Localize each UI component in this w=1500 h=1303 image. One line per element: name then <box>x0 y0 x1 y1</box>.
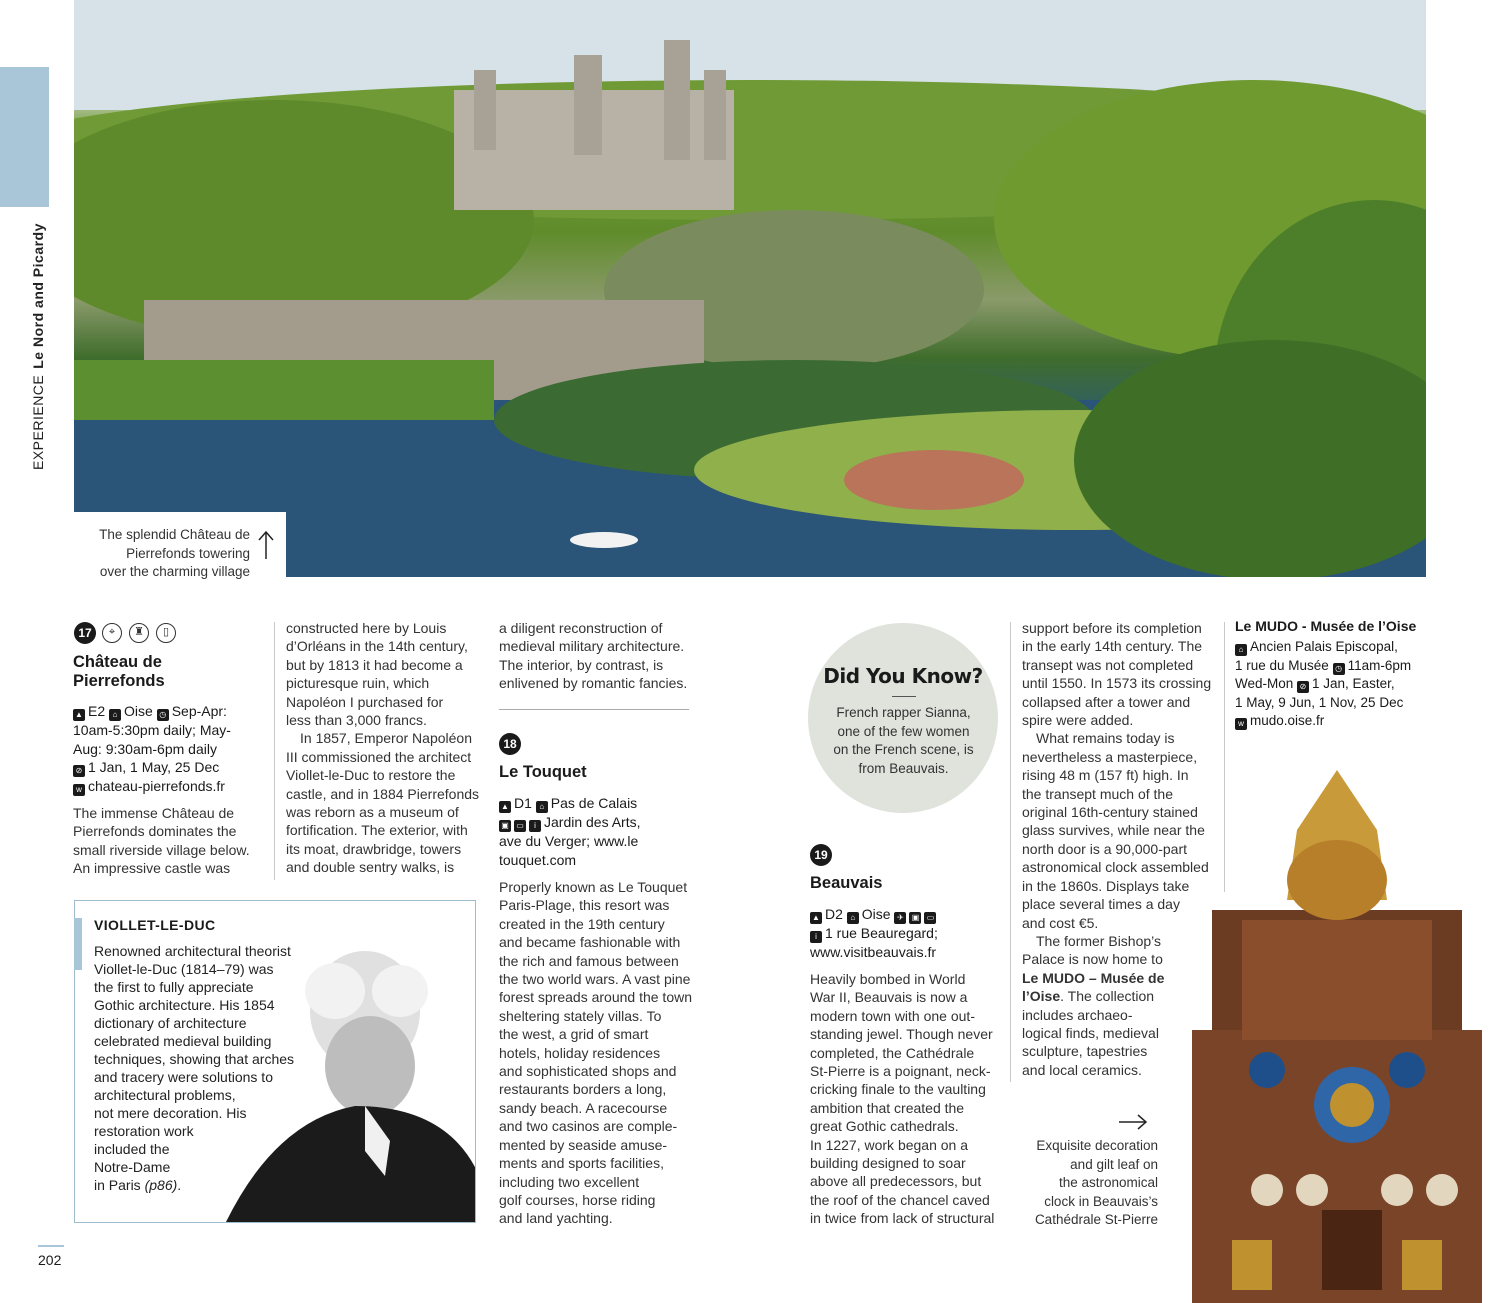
text-line: Renowned architectural theorist <box>94 943 291 959</box>
address-line: ave du Verger; www.le <box>499 833 639 849</box>
text-line: the first to fully appreciate <box>94 979 254 995</box>
caption-line: over the charming village <box>99 564 250 579</box>
text-line: sandy beach. A racecourse <box>499 1099 668 1116</box>
text-line: mented by seaside amuse- <box>499 1136 668 1153</box>
text-line: techniques, showing that arches <box>94 1051 295 1067</box>
website-link[interactable]: chateau-pierrefonds.fr <box>88 778 225 794</box>
text-line: not mere decoration. His <box>94 1105 247 1121</box>
text-fragment: . The collection <box>1060 988 1155 1005</box>
text-line: The interior, by contrast, is <box>499 656 664 673</box>
map-ref-icon: ▲ <box>810 912 822 924</box>
did-you-know-text <box>826 704 981 778</box>
info-icon: i <box>529 820 541 832</box>
text-line: standing jewel. Though never <box>810 1026 993 1043</box>
caption-line: Pierrefonds towering <box>126 545 250 561</box>
text-line: What remains today is <box>1036 730 1175 747</box>
text-line: and double sentry walks, is <box>286 859 455 876</box>
hours: Sep-Apr: <box>171 703 227 719</box>
text-line: celebrated medieval building <box>94 1033 272 1049</box>
text-line: Napoléon I purchased for <box>286 693 444 710</box>
column-divider <box>274 622 275 880</box>
tourist-office: Jardin des Arts, <box>544 814 641 830</box>
text-line: the two world wars. A vast pine <box>499 971 691 988</box>
address: Ancien Palais Episcopal, <box>1250 639 1398 654</box>
entry19-body-col4 <box>810 970 1010 1228</box>
text-line: its moat, drawbridge, towers <box>286 840 462 857</box>
text-line: collapsed after a tower and <box>1022 693 1191 710</box>
text-line: sheltering stately villas. To <box>499 1007 662 1024</box>
chateau-pierrefonds-photo <box>74 0 1426 577</box>
bus-icon: ▭ <box>924 912 936 924</box>
entry-number-badge: 17 <box>74 622 96 644</box>
text-line: restaurants borders a long, <box>499 1081 667 1098</box>
sidebar-title: VIOLLET-LE-DUC <box>94 917 216 933</box>
website-link[interactable]: www.visitbeauvais.fr <box>810 944 937 960</box>
text-line: cricking finale to the vaulting <box>810 1081 986 1098</box>
text-line <box>94 1176 309 1194</box>
photo-caption <box>80 526 250 582</box>
text-line: from Beauvais. <box>858 760 949 776</box>
entry-info <box>810 905 1005 962</box>
section-label <box>30 223 46 470</box>
text-line: in the early 14th century. The <box>1022 638 1203 655</box>
section-tab <box>0 67 49 207</box>
web-icon: w <box>1235 718 1247 730</box>
page-number: 202 <box>38 1252 62 1268</box>
text-fragment: in Paris <box>94 1177 145 1193</box>
did-you-know-rule <box>892 696 916 697</box>
text-line: logical finds, medieval <box>1022 1024 1159 1041</box>
arrow-up-icon <box>258 530 274 560</box>
text-line: including two excellent <box>499 1173 640 1190</box>
text-line: building designed to soar <box>810 1155 966 1172</box>
map-ref-icon: ▲ <box>73 709 85 721</box>
entry18-body <box>499 878 699 1228</box>
text-line: Notre-Dame <box>94 1159 171 1175</box>
text-line: French rapper Sianna, <box>836 705 971 720</box>
text-line: Viollet-le-Duc to restore the <box>286 767 456 784</box>
text-line: architectural problems, <box>94 1087 236 1103</box>
text-line: castle, and in 1884 Pierrefonds <box>286 785 480 802</box>
caption-line: and gilt leaf on <box>1070 1156 1158 1172</box>
arrow-right-icon <box>1118 1114 1148 1130</box>
location-icon: ⌂ <box>109 709 121 721</box>
sidebar-text <box>94 942 309 1194</box>
address: 1 rue du Musée <box>1235 657 1333 673</box>
clock-caption <box>1018 1137 1158 1230</box>
text-line: St-Pierre is a poignant, neck- <box>810 1063 991 1080</box>
page-reference[interactable]: (p86) <box>144 1177 178 1193</box>
text-line: the west, a grid of smart <box>499 1026 649 1043</box>
text-line: glass survives, while near the <box>1022 822 1205 839</box>
location: Oise <box>124 703 157 719</box>
text-line: constructed here by Louis <box>286 620 447 636</box>
text-line: was reborn as a museum of <box>286 804 459 821</box>
closed-icon: ⊘ <box>73 765 85 777</box>
text-line: The former Bishop’s <box>1036 932 1162 949</box>
museum-name: Le MUDO – Musée de <box>1022 969 1165 986</box>
caption-line: Cathédrale St-Pierre <box>1034 1212 1158 1227</box>
text-line: the roof of the chancel caved <box>810 1191 990 1208</box>
caption-line: The splendid Château de <box>99 527 250 542</box>
text-line: ambition that created the <box>810 1099 965 1116</box>
text-line: includes archaeo- <box>1022 1006 1133 1023</box>
title-line: Pierrefonds <box>73 672 165 690</box>
text-line: The immense Château de <box>73 805 235 821</box>
map-ref: E2 <box>88 703 110 719</box>
text-line: completed, the Cathédrale <box>810 1044 975 1061</box>
text-line: the rich and famous between <box>499 952 679 969</box>
text-line: restoration work <box>94 1123 194 1139</box>
text-line: and sophisticated shops and <box>499 1063 677 1080</box>
text-line: forest spreads around the town <box>499 989 693 1006</box>
info-icon: i <box>810 931 822 943</box>
caption-line: clock in Beauvais’s <box>1044 1193 1158 1209</box>
text-line: transept was not completed <box>1022 656 1194 673</box>
plane-icon: ✈ <box>894 912 906 924</box>
text-line: and two casinos are comple- <box>499 1118 678 1135</box>
entry17-body-col3 <box>499 619 699 693</box>
clock-icon: ◷ <box>1333 663 1345 675</box>
location-icon: ⌂ <box>847 912 859 924</box>
text-line: Viollet-le-Duc (1814–79) was <box>94 961 274 977</box>
closed-dates: 1 Jan, Easter, <box>1312 676 1395 691</box>
web-icon: w <box>73 784 85 796</box>
text-line: in twice from lack of structural <box>810 1210 995 1227</box>
text-line: less than 3,000 francs. <box>286 712 427 729</box>
entry-title: Beauvais <box>810 874 883 892</box>
text-line: and land yachting. <box>499 1210 613 1227</box>
hours: 11am-6pm <box>1347 657 1412 673</box>
guide-icon: ▯ <box>156 623 176 643</box>
map-ref: D2 <box>825 906 847 922</box>
text-line: original 16th-century stained <box>1022 804 1198 821</box>
text-line: An impressive castle was <box>73 860 231 877</box>
region-name: Le Nord and Picardy <box>30 223 46 369</box>
mudo-title: Le MUDO - Musée de l’Oise <box>1235 618 1417 634</box>
text-line: rising 48 m (157 ft) high. In <box>1022 767 1189 784</box>
text-line: Pierrefonds dominates the <box>73 823 237 840</box>
map-ref: D1 <box>514 795 536 811</box>
text-line: in the 1860s. Displays take <box>1022 877 1190 894</box>
text-line: but by 1813 it had become a <box>286 656 463 673</box>
text-line: included the <box>94 1141 170 1157</box>
entry-number-badge: 19 <box>810 844 832 866</box>
caption-line: the astronomical <box>1058 1175 1158 1190</box>
entry-info <box>73 702 273 796</box>
location: Oise <box>861 906 895 922</box>
page-number-rule <box>38 1245 64 1247</box>
text-line: spire were added. <box>1022 712 1134 729</box>
text-line: nevertheless a masterpiece, <box>1022 748 1198 765</box>
train-icon: ▣ <box>909 912 921 924</box>
castle-icon: ♜ <box>129 623 149 643</box>
entry17-body-col2 <box>286 619 486 877</box>
text-line: a diligent reconstruction of <box>499 620 663 636</box>
text-line: fortification. The exterior, with <box>286 822 468 839</box>
entry-number-badge: 18 <box>499 733 521 755</box>
train-icon: ▣ <box>499 820 511 832</box>
location-icon: ⌂ <box>536 801 548 813</box>
map-icon: ⌖ <box>102 623 122 643</box>
section-divider <box>499 709 689 710</box>
text-line: hotels, holiday residences <box>499 1044 661 1061</box>
text-line: and tracery were solutions to <box>94 1069 273 1085</box>
text-line: Properly known as Le Touquet <box>499 879 688 895</box>
text-line: III commissioned the architect <box>286 748 472 765</box>
entry-title: Le Touquet <box>499 763 587 781</box>
text-line: created in the 19th century <box>499 915 665 932</box>
location-icon: ⌂ <box>1235 644 1247 656</box>
entry-title <box>73 653 165 691</box>
text-line: north door is a 90,000-part <box>1022 840 1187 857</box>
text-line: until 1550. In 1573 its crossing <box>1022 675 1212 692</box>
text-fragment: . <box>177 1177 182 1193</box>
text-line: Paris-Plage, this resort was <box>499 897 670 914</box>
text-line: dictionary of architecture <box>94 1015 247 1031</box>
website-link[interactable]: mudo.oise.fr <box>1250 713 1325 728</box>
text-line: enlivened by romantic fancies. <box>499 675 688 692</box>
text-line: War II, Beauvais is now a <box>810 989 968 1006</box>
closed-icon: ⊘ <box>1297 681 1309 693</box>
text-line: Palace is now home to <box>1022 951 1163 968</box>
text-line: the transept much of the <box>1022 785 1173 802</box>
hours-line: 10am-5:30pm daily; May- <box>73 722 231 738</box>
did-you-know-title: Did You Know? <box>823 664 983 688</box>
text-line: medieval military architecture. <box>499 638 685 655</box>
text-line: one of the few women <box>837 723 970 739</box>
text-line: on the French scene, is <box>833 742 974 757</box>
astronomical-clock-photo <box>1172 770 1500 1303</box>
text-line: small riverside village below. <box>73 841 250 858</box>
hours: Wed-Mon <box>1235 676 1298 691</box>
text-line: above all predecessors, but <box>810 1173 982 1190</box>
text-line: support before its completion <box>1022 620 1202 636</box>
map-ref-icon: ▲ <box>499 801 511 813</box>
mudo-info <box>1235 638 1435 731</box>
text-line: picturesque ruin, which <box>286 675 430 692</box>
tourist-office: 1 rue Beauregard; <box>825 925 938 941</box>
section-name: EXPERIENCE <box>30 374 46 470</box>
entry17-body-col1 <box>73 804 263 878</box>
location: Pas de Calais <box>550 795 638 811</box>
hours-line: Aug: 9:30am-6pm daily <box>73 740 217 757</box>
caption-line: Exquisite decoration <box>1036 1138 1158 1153</box>
text-line: ments and sports facilities, <box>499 1155 664 1172</box>
text-line: In 1227, work began on a <box>810 1136 969 1153</box>
bus-icon: ▭ <box>514 820 526 832</box>
column-divider <box>1010 622 1011 1082</box>
text-line: sculpture, tapestries <box>1022 1043 1148 1060</box>
sidebar-accent <box>74 918 82 970</box>
text-line: great Gothic cathedrals. <box>810 1118 959 1135</box>
text-line: and local ceramics. <box>1022 1061 1142 1078</box>
text-line: modern town with one out- <box>810 1007 975 1024</box>
text-line: Heavily bombed in World <box>810 971 966 987</box>
text-line: d’Orléans in the 14th century, <box>286 638 468 655</box>
text-line: astronomical clock assembled <box>1022 859 1209 876</box>
text-line: and cost €5. <box>1022 914 1099 931</box>
entry-info <box>499 794 694 869</box>
closed-dates: 1 May, 9 Jun, 1 Nov, 25 Dec <box>1235 694 1404 710</box>
text-line: golf courses, horse riding <box>499 1191 656 1208</box>
text-line: and became fashionable with <box>499 934 681 951</box>
museum-name: l’Oise <box>1022 988 1061 1005</box>
closed-dates: 1 Jan, 1 May, 25 Dec <box>88 759 220 775</box>
website-link[interactable]: touquet.com <box>499 851 577 868</box>
clock-icon: ◷ <box>157 709 169 721</box>
text-line: In 1857, Emperor Napoléon <box>300 730 472 747</box>
text-line: place several times a day <box>1022 896 1180 913</box>
title-line: Château de <box>73 653 162 671</box>
text-line: Gothic architecture. His 1854 <box>94 997 275 1013</box>
